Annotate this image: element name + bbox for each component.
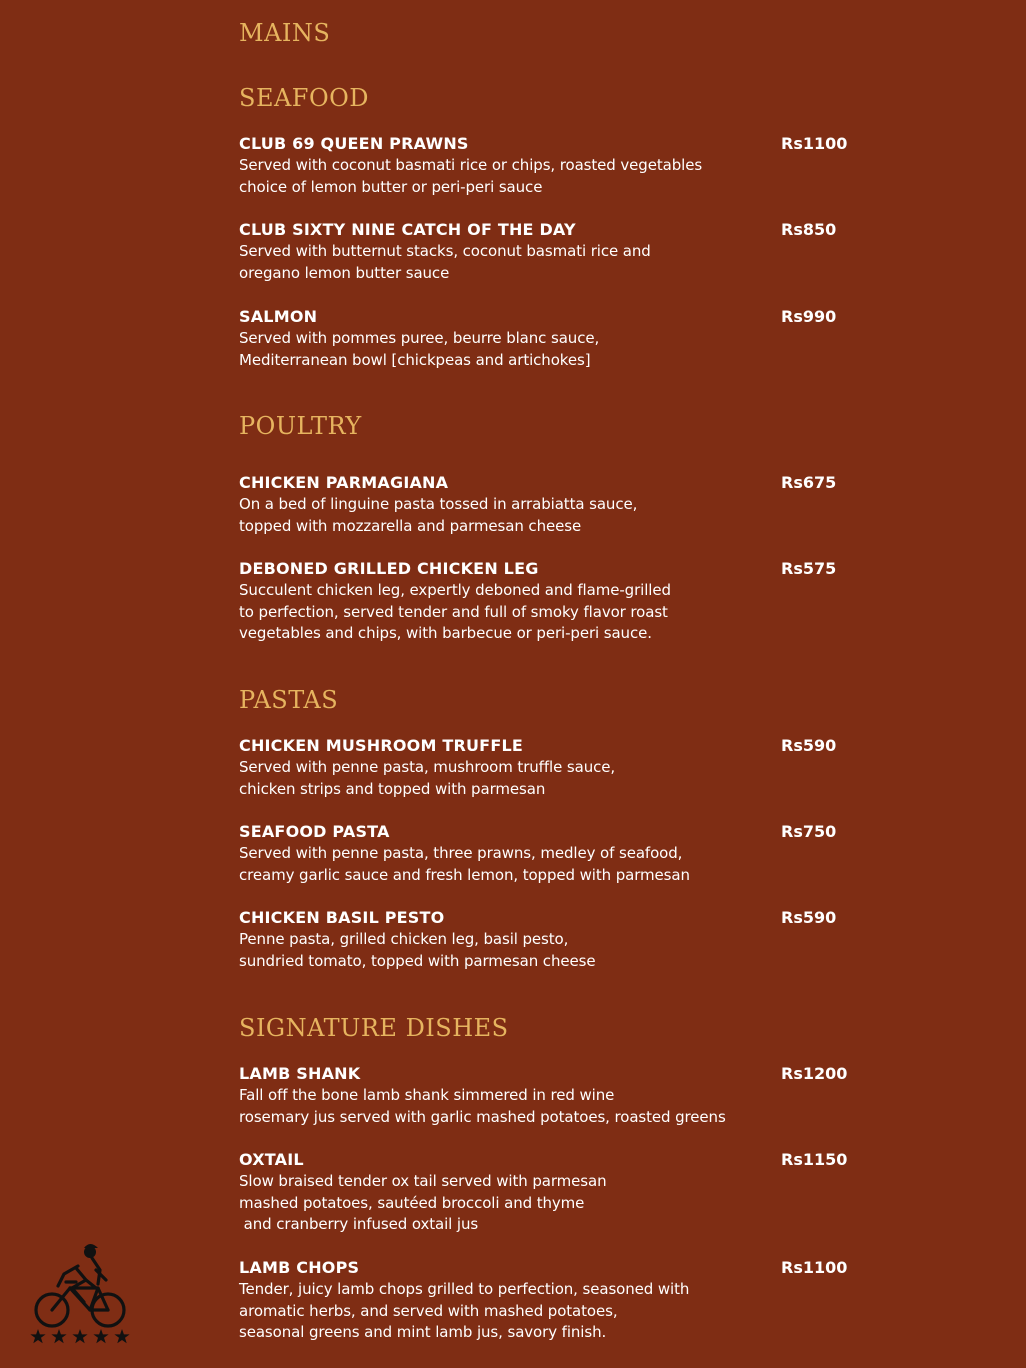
menu-item [239,220,849,284]
item-description: Served with penne pasta, mushroom truffle sauce, chicken strips and topped with parmesan [239,758,616,798]
item-name: OXTAIL [239,1150,304,1169]
item-price: Rs1100 [781,134,848,153]
item-price: Rs590 [781,736,837,755]
item-name: LAMB SHANK [239,1064,361,1083]
item-name: LAMB CHOPS [239,1258,360,1277]
item-name: DEBONED GRILLED CHICKEN LEG [239,559,539,578]
menu-item [239,1258,849,1344]
item-name: SALMON [239,307,318,326]
item-description: Slow braised tender ox tail served with parmesan mashed potatoes, sautéed broccoli and thyme and cranberry infused oxtail jus [239,1172,607,1234]
item-description: Tender, juicy lamb chops grilled to perfection, seasoned with aromatic herbs, and served with mashed potatoes, seasonal greens and mint lamb jus, savory finish. [239,1280,690,1342]
section-heading-poultry: POULTRY [239,412,362,440]
section-heading-mains: MAINS [239,19,331,47]
item-name: CHICKEN PARMAGIANA [239,473,449,492]
menu-item [239,559,849,645]
menu-item [239,822,849,886]
item-price: Rs1200 [781,1064,848,1083]
item-description: Served with coconut basmati rice or chips, roasted vegetables choice of lemon butter or peri-peri sauce [239,156,703,196]
item-description: Succulent chicken leg, expertly deboned and flame-grilled to perfection, served tender and full of smoky flavor roast vegetables and chips, with barbecue or peri-peri sauce. [239,581,671,643]
section-heading-seafood: SEAFOOD [239,84,370,112]
item-description: Served with penne pasta, three prawns, medley of seafood, creamy garlic sauce and fresh lemon, topped with parmesan [239,844,690,884]
item-description: Served with pommes puree, beurre blanc sauce, Mediterranean bowl [chickpeas and artichokes] [239,329,600,369]
menu-item [239,134,849,198]
section-heading-pastas: PASTAS [239,686,339,714]
item-price: Rs675 [781,473,837,492]
item-name: CHICKEN BASIL PESTO [239,908,445,927]
item-price: Rs850 [781,220,837,239]
menu-item [239,307,849,371]
item-price: Rs1150 [781,1150,848,1169]
item-description: Penne pasta, grilled chicken leg, basil pesto, sundried tomato, topped with parmesan cheese [239,930,596,970]
menu-item [239,736,849,800]
item-description: Fall off the bone lamb shank simmered in red wine rosemary jus served with garlic mashed potatoes, roasted greens [239,1086,726,1126]
item-name: CLUB SIXTY NINE CATCH OF THE DAY [239,220,576,239]
item-name: SEAFOOD PASTA [239,822,390,841]
menu-item [239,1150,849,1236]
item-description: On a bed of linguine pasta tossed in arrabiatta sauce, topped with mozzarella and parmesan cheese [239,495,638,535]
menu-item [239,1064,849,1128]
menu-item [239,473,849,537]
item-price: Rs1100 [781,1258,848,1277]
item-price: Rs990 [781,307,837,326]
item-name: CLUB 69 QUEEN PRAWNS [239,134,469,153]
menu-item [239,908,849,972]
item-description: Served with butternut stacks, coconut basmati rice and oregano lemon butter sauce [239,242,651,282]
section-heading-signature: SIGNATURE DISHES [239,1014,509,1042]
item-price: Rs750 [781,822,837,841]
cyclist-delivery-icon [28,1240,138,1350]
item-price: Rs575 [781,559,837,578]
rating-stars-icon [30,1329,129,1343]
item-name: CHICKEN MUSHROOM TRUFFLE [239,736,523,755]
item-price: Rs590 [781,908,837,927]
